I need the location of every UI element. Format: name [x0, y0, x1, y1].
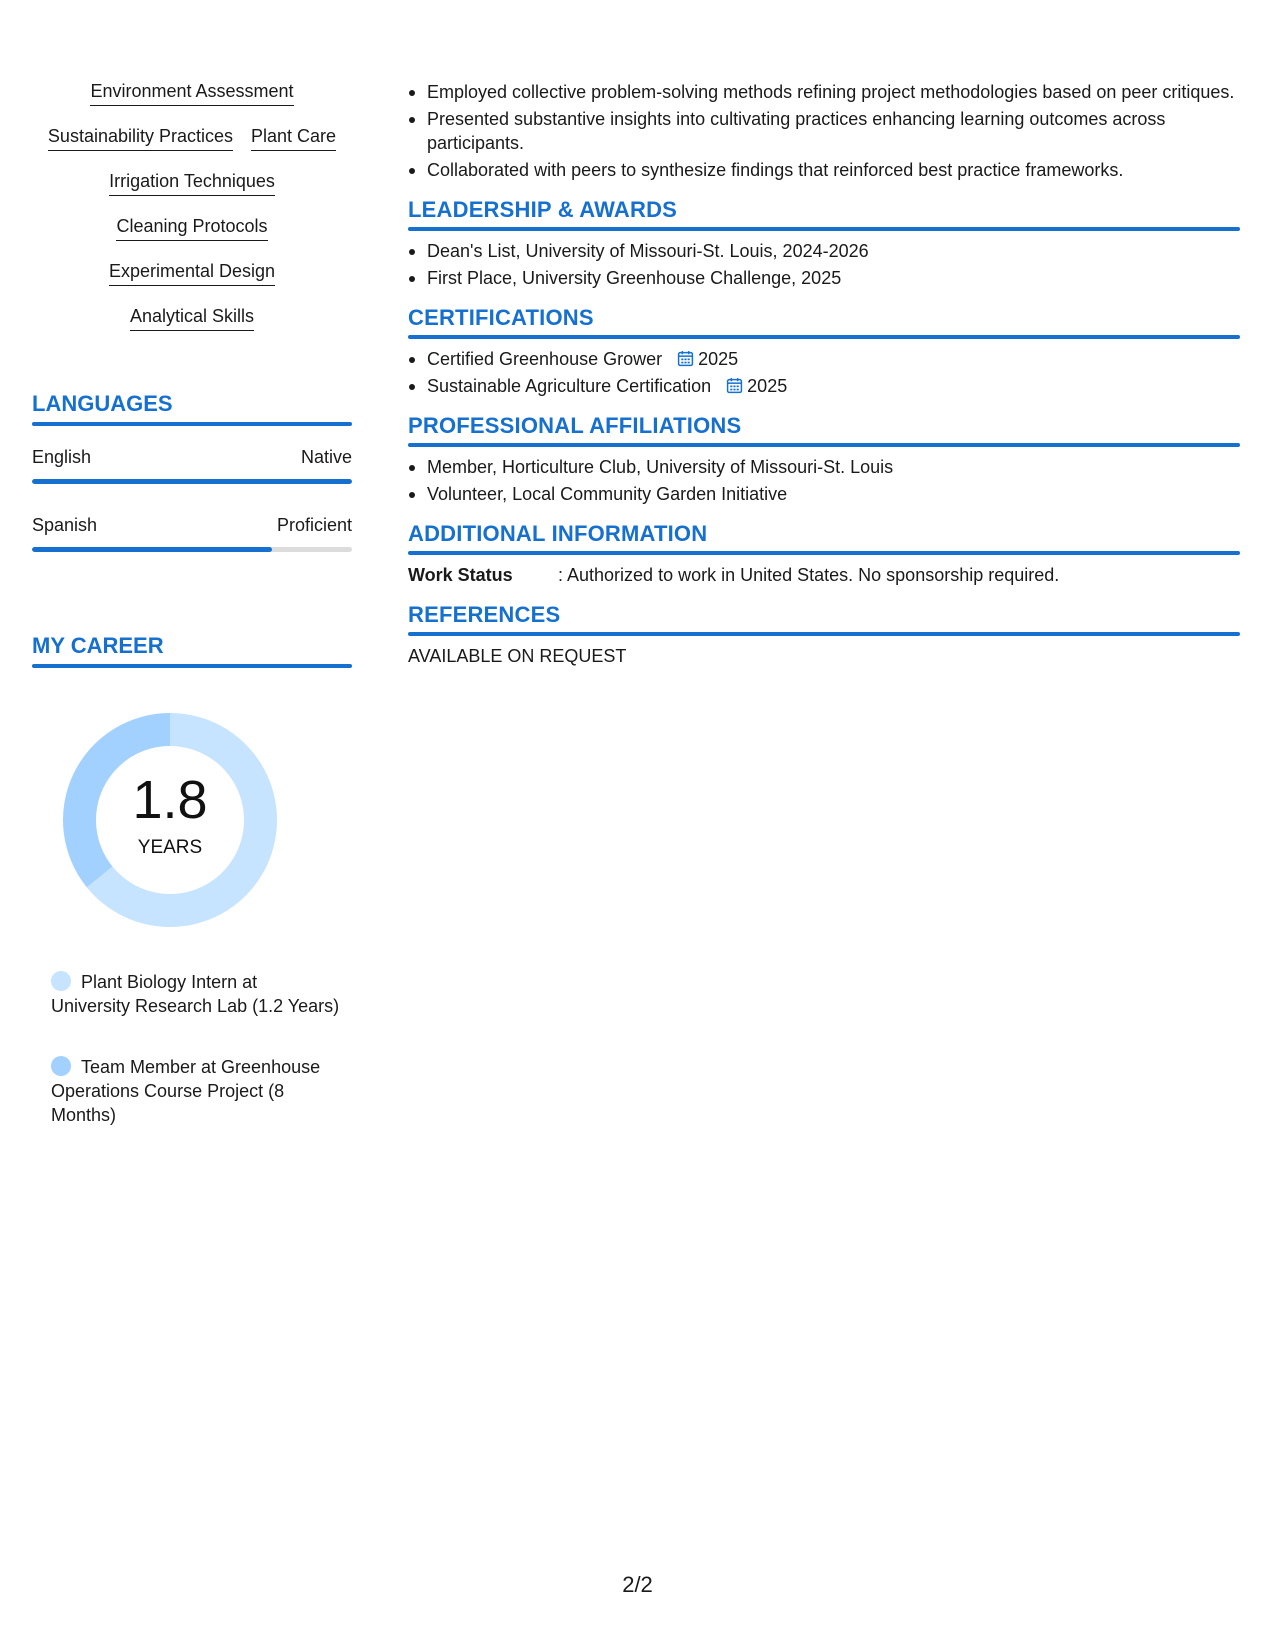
section-heading: CERTIFICATIONS	[408, 305, 594, 330]
languages-heading: LANGUAGES	[32, 391, 173, 416]
language-level: Proficient	[276, 515, 352, 535]
skill-row	[32, 215, 352, 260]
language-name: English	[32, 447, 92, 467]
skill-row	[32, 260, 352, 305]
career-total-value: 1.8	[132, 770, 208, 830]
work-status-label: Work Status	[408, 565, 513, 585]
language-proficiency-bar	[32, 479, 352, 484]
career-legend-item	[51, 970, 341, 1018]
skill-row	[32, 80, 352, 125]
skill-tag: Environment Assessment	[90, 80, 293, 106]
list-item: Volunteer, Local Community Garden Initiative	[408, 482, 1240, 506]
skill-row	[32, 170, 352, 215]
certification-name: Sustainable Agriculture Certification	[427, 376, 712, 396]
section-heading: REFERENCES	[408, 602, 561, 627]
heading-rule	[408, 632, 1240, 636]
career-legend-item	[51, 1055, 341, 1127]
heading-rule	[408, 551, 1240, 555]
list-item: Employed collective problem-solving methods refining project methodologies based on peer critiques.	[408, 80, 1240, 104]
heading-rule	[408, 335, 1240, 339]
language-proficiency-fill	[32, 479, 352, 484]
skill-tag: Analytical Skills	[130, 305, 254, 331]
heading-rule	[32, 422, 352, 426]
legend-label: Team Member at Greenhouse Operations Course Project (8 Months)	[51, 1057, 321, 1125]
calendar-icon	[726, 377, 743, 394]
skills-list	[32, 80, 352, 350]
language-proficiency-bar	[32, 547, 352, 552]
skill-tag: Sustainability Practices	[48, 125, 233, 151]
language-name: Spanish	[32, 515, 98, 535]
main-column	[408, 80, 1240, 668]
language-item	[32, 446, 352, 484]
page-number: 2/2	[622, 1572, 653, 1597]
career-section	[32, 632, 352, 668]
section-heading: ADDITIONAL INFORMATION	[408, 521, 708, 546]
language-level: Native	[300, 447, 352, 467]
leadership-section	[408, 196, 1240, 290]
list-item: First Place, University Greenhouse Challenge, 2025	[408, 266, 1240, 290]
affiliations-section	[408, 412, 1240, 506]
list-item	[408, 347, 1240, 371]
languages-section	[32, 390, 352, 552]
certifications-section	[408, 304, 1240, 398]
list-item: Collaborated with peers to synthesize findings that reinforced best practice frameworks.	[408, 158, 1240, 182]
skill-row	[32, 125, 352, 170]
additional-info-section	[408, 520, 1240, 587]
career-heading: MY CAREER	[32, 633, 164, 658]
skill-tag: Cleaning Protocols	[116, 215, 267, 241]
skill-tag: Experimental Design	[109, 260, 275, 286]
list-item: Dean's List, University of Missouri-St. Louis, 2024-2026	[408, 239, 1240, 263]
certification-year: 2025	[747, 376, 788, 396]
skill-tag: Plant Care	[251, 125, 336, 151]
legend-dot	[51, 1056, 71, 1076]
section-heading: PROFESSIONAL AFFILIATIONS	[408, 413, 742, 438]
legend-dot	[51, 971, 71, 991]
section-heading: LEADERSHIP & AWARDS	[408, 197, 678, 222]
career-donut-chart	[32, 710, 328, 936]
heading-rule	[408, 443, 1240, 447]
list-item: Member, Horticulture Club, University of Missouri-St. Louis	[408, 455, 1240, 479]
experience-bullets	[408, 80, 1240, 182]
references-section	[408, 601, 1240, 668]
certification-year: 2025	[698, 349, 739, 369]
certification-name: Certified Greenhouse Grower	[427, 349, 663, 369]
language-proficiency-fill	[32, 547, 272, 552]
work-status-row	[408, 563, 1240, 587]
references-text: AVAILABLE ON REQUEST	[408, 646, 627, 666]
calendar-icon	[677, 350, 694, 367]
heading-rule	[32, 664, 352, 668]
language-item	[32, 514, 352, 552]
legend-label: Plant Biology Intern at University Research Lab (1.2 Years)	[51, 972, 340, 1016]
heading-rule	[408, 227, 1240, 231]
list-item: Presented substantive insights into cultivating practices enhancing learning outcomes across participants.	[408, 107, 1240, 155]
skill-tag: Irrigation Techniques	[109, 170, 275, 196]
list-item	[408, 374, 1240, 398]
career-total-unit: YEARS	[137, 837, 203, 858]
work-status-value: : Authorized to work in United States. No sponsorship required.	[558, 565, 1060, 585]
skill-row	[32, 305, 352, 350]
